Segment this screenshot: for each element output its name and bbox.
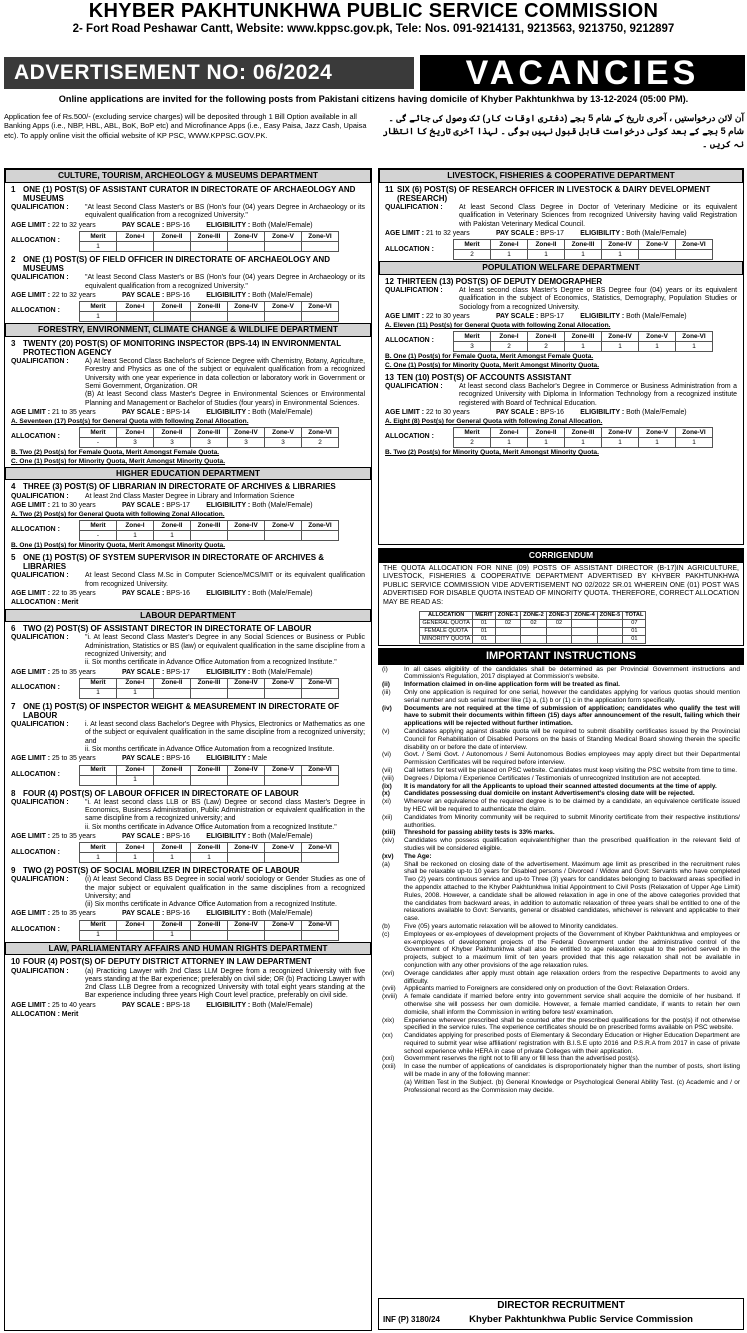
corrigendum-cell (546, 636, 572, 644)
address-line: 2- Fort Road Peshawar Cantt, Website: www.kppsc.gov.pk, Tele: Nos. 091-9214131, 9213563, 9213750, 9212897 (72, 23, 675, 35)
instruction-item (382, 783, 740, 791)
instruction-number: (ix) (382, 782, 392, 790)
post-5: 5 ONE (1) POST(S) OF SYSTEM SUPERVISOR IN DIRECTORATE OF ARCHIVES & LIBRARIES QUALIFICATION : At least Second Class M.Sc in Computer Science/MCS/MIT or its equivalent qualification from recognized University. AGE LIMIT : 22 to 35 years PAY SCALE : BPS-16 ELIGIBILITY : Both (Male/Female) ALLOCATION : Merit (11, 553, 365, 607)
corrigendum-cell: ZONE-1 (495, 612, 521, 620)
corrigendum-cell (572, 636, 598, 644)
urdu-notice (380, 112, 744, 158)
instruction-text: Employees or ex-employees of development projects of the Government of Khyber Pakhtunkhwa and employees or ex-employees of development projects of the Federal Government under the administrative control of the Government of Khyber Pakhtunkhwa shall also be entitled to age relaxation equal to the period served in the projects, subject to a maximum limit of ten years provided that this age relaxation shall not be available in conjunction with any other provisions of the age relaxation rules. (404, 930, 740, 969)
allocation-table: Merit Zone-I Zone-II Zone-III Zone-IV Zone-V Zone-VI 1 (79, 301, 339, 322)
instruction-text: Applicants married to Foreigners are considered only on production of the Govt: Relaxation Orders. (404, 985, 690, 993)
dept-header-livestock: LIVESTOCK, FISHERIES & COOPERATIVE DEPARTMENT (379, 169, 743, 183)
corrigendum-title: CORRIGENDUM (379, 549, 743, 563)
corrigendum-cell (597, 620, 623, 628)
instruction-text: Candidates who possess qualification equivalent/higher than the prescribed qualification in the relevant field of studies will be considered eligible. (404, 837, 740, 852)
quota-note: B. Two (2) Post(s) for Female Quota, Merit Amongst Female Quota. (11, 449, 220, 456)
post-title: 7 ONE (1) POST(S) OF INSPECTOR WEIGHT & MEASUREMENT IN DIRECTORATE OF LABOUR (11, 701, 340, 720)
post-9: 9 TWO (2) POST(S) OF SOCIAL MOBILIZER IN DIRECTORATE OF LABOUR QUALIFICATION : (i) At least Second Class BS Degree in social work/ sociology or Gender Studies as one of the major subject or equivalent qualification in the same disciplines from a recognized University; and (ii) Six months certificate in Advance Office Automation from a recognized Institute. AGE LIMIT : 25 to 35 years PAY SCALE : BPS-16 ELIGIBILITY : Both (Male/Female) ALLOCATION : Merit Zone-I Zone-II Zone-III Zone-IV Zone-V Zone-VI 1 1 (5, 864, 371, 942)
instruction-item (382, 1055, 740, 1063)
instruction-item (382, 837, 740, 853)
instruction-item (382, 798, 740, 814)
quota-note: A. Eight (8) Post(s) for General Quota with following Zonal Allocation. (385, 418, 603, 426)
quota-note: A. Seventeen (17) Post(s) for General Quota with following Zonal Allocation. (11, 418, 249, 426)
corrigendum-cell (521, 628, 547, 636)
corrigendum-row (420, 620, 646, 628)
corrigendum-cell: 01 (623, 628, 646, 636)
instruction-text: Candidates applying for prescribed posts of Elementary & Secondary Education or Higher Education Department are required to submit year wise affiliation/ registration with B.I.S.E upto 2016 and P.S.R.A from 2017 in case of private school experience while HERA in case of private Colleges with their application. (404, 1032, 740, 1055)
allocation-merit: Merit (61, 1011, 79, 1018)
instruction-item (382, 1063, 740, 1079)
post-2: 2 ONE (1) POST(S) OF FIELD OFFICER IN DIRECTORATE OF ARCHAEOLOGY AND MUSEUMS QUALIFICATION : "At least Second Class Master's or BS (Hon's four (04) years Degree in Archaeology or its equivalent qualification from a recognized University." AGE LIMIT : 22 to 32 years PAY SCALE : BPS-16 ELIGIBILITY : Both (Male/Female) ALLOCATION : Merit Zone-I Zone-II Zone-III Zone-IV Zone-V Zone-VI 1 (5, 253, 371, 323)
corrigendum-cell (597, 628, 623, 636)
instruction-text: Candidates from Minority community will be required to submit Minority certificate from their respective institutions/ authorities. (404, 813, 740, 829)
corrigendum-cell: 07 (623, 620, 646, 628)
instruction-item (382, 970, 740, 986)
instruction-text: In all cases eligibility of the candidates shall be determined as per Provincial Government instructions and Commission's Regulation, 2017 displayed at Commission's website. (404, 665, 740, 681)
instruction-item (382, 1079, 740, 1095)
instruction-text: Experience wherever prescribed shall be counted after the prescribed qualifications for the post(s) if not otherwise specified in the service rules. The experience certificates should be on prescribed forms available on PSC website. (404, 1016, 740, 1032)
instruction-text: Degrees / Diploma / Experience Certificates / Testimonials of unrecognized Institution are not accepted. (404, 774, 701, 782)
post-title: 13 TEN (10) POST(S) OF ACCOUNTS ASSISTANT (385, 372, 572, 382)
corrigendum-cell: 02 (546, 620, 572, 628)
instruction-number: (xiii) (382, 829, 396, 837)
left-column (4, 168, 372, 1331)
inf-number: INF (P) 3180/24 (383, 1315, 440, 1324)
post-12: 12 THIRTEEN (13) POST(S) OF DEPUTY DEMOGRAPHER QUALIFICATION : At least second class Master's Degree or BS Degree four (04) years or its equivalent qualification in the subject of Economics, Statistics, Demography, Population Studies or Sociology from a recognized University. AGE LIMIT : 22 to 30 years PAY SCALE : BPS-17 ELIGIBILITY : Both (Male/Female) A. Eleven (11) Post(s) for General Quota with following Zonal Allocation. ALLOCATION : Merit Zone-I Zone-II Zone-III Zone-IV Zone-V Zone-VI 3 2 2 1 1 1 1 B. One (1) Post(s) for Female Quota, Merit Amongst Female Quota. C. One (1) Post(s) for Minority Quota, Merit Amongst Minority Quota. (385, 276, 737, 369)
corrigendum-cell (597, 636, 623, 644)
instruction-item (382, 1032, 740, 1055)
corrigendum-cell: 01 (473, 628, 495, 636)
instructions-box (378, 648, 744, 1294)
right-column-posts (378, 168, 744, 545)
instruction-item (382, 705, 740, 728)
post-title: 12 THIRTEEN (13) POST(S) OF DEPUTY DEMOGRAPHER (385, 276, 603, 286)
instruction-number: (vi) (382, 751, 392, 759)
quota-note: A. Two (2) Post(s) for General Quota with following Zonal Allocation. (11, 511, 225, 519)
signature-block (378, 1298, 744, 1330)
quota-note: B. Two (2) Post(s) for Minority Quota, Merit Amongst Minority Quota. (385, 449, 599, 457)
quota-note: B. One (1) Post(s) for Minority Quota, Merit Amongst Minority Quota. (11, 542, 226, 550)
corrigendum-cell (572, 628, 598, 636)
instruction-number: (xviii) (382, 993, 398, 1001)
instruction-item (382, 923, 740, 931)
qualification-text: At least second class Bachelor's Degree in Commerce or Business Administration from a recognized University with Diploma in Information Technology from a recognized institute registered with Board of Technical Education. (459, 383, 737, 407)
dept-header-law: LAW, PARLIAMENTARY AFFAIRS AND HUMAN RIGHTS DEPARTMENT (5, 942, 371, 956)
corrigendum-cell: ZONE-4 (572, 612, 598, 620)
corrigendum-cell: 01 (473, 620, 495, 628)
corrigendum-cell: GENERAL QUOTA (420, 620, 473, 628)
instruction-number: (c) (382, 930, 390, 938)
instruction-number: (ii) (382, 681, 390, 689)
qualification-text: At least Second Class Degree in Doctor of Veterinary Medicine or its equivalent qualification in Veterinary Sciences from recognized University having valid Registration with Pakistan Veterinary Medical Council. (459, 204, 737, 228)
instruction-text: Information claimed in on-line application form will be treated as final. (404, 681, 620, 689)
corrigendum-cell: TOTAL (623, 612, 646, 620)
quota-note: C. One (1) Post(s) for Minority Quota, Merit Amongst Minority Quota. (11, 457, 226, 465)
instruction-number: (i) (382, 665, 388, 673)
instruction-item (382, 728, 740, 751)
corrigendum-cell (495, 628, 521, 636)
instruction-number: (iii) (382, 689, 391, 697)
qualification-text: (a) Practicing Lawyer with 2nd Class LLM Degree from a recognized University with five years standing at the Bar experience; preferably on civil side; OR (b) Practicing Lawyer with 2nd Class LLB Degree from a recognized University with total eight years standing at the Bar experience including three years High Court level practice, preferably on civil side. (85, 967, 365, 1000)
instruction-text: Shall be reckoned on closing date of the advertisement. Maximum age limit as prescribed in the recruitment rules shall be relaxable up-to 10 years for Disabled persons / Divorced / Widow and Govt: Servants who have completed Two (2) years continuous service and up-to Three (3) years for candidates belonging to backward areas specified in the appendix attached to the Khyber Pakhtunkhwa Initial Appointment to Civil Posts (Relaxation of Upper Age Limit) Rules, 2008. However, a candidate shall be allowed relaxation in age in one of the above categories provided that the candidates from backward areas, in addition to automatic relaxation of three years shall be entitled to one of the relaxations available to Govt: Servants, general or disabled candidates, whichever is relevant and applicable to their case. (404, 860, 740, 923)
instruction-text: In case the number of applications of candidates is disproportionately higher than the number of posts, short listing will be made in any of the following manner: (404, 1063, 740, 1079)
instruction-number: (xxi) (382, 1055, 395, 1063)
post-10: 10 FOUR (4) POST(S) OF DEPUTY DISTRICT ATTORNEY IN LAW DEPARTMENT QUALIFICATION : (a) Practicing Lawyer with 2nd Class LLM Degree from a recognized University with five years standing at the Bar experience; preferably on civil side; OR (b) Practicing Lawyer with 2nd Class LLB Degree from a recognized University with total eight years standing at the Bar experience including three years High Court level practice, preferably on civil side. AGE LIMIT : 25 to 40 years PAY SCALE : BPS-18 ELIGIBILITY : Both (Male/Female) ALLOCATION : Merit (11, 957, 365, 1018)
instruction-item (382, 829, 740, 837)
post-title: 5 ONE (1) POST(S) OF SYSTEM SUPERVISOR IN DIRECTORATE OF ARCHIVES & LIBRARIES (11, 553, 325, 572)
post-6: 6 TWO (2) POST(S) OF ASSISTANT DIRECTOR IN DIRECTORATE OF LABOUR QUALIFICATION : "i. At least Second Class Master's Degree in any Social Sciences or Business or Public Administration, Statistics or BS (law) or equivalent qualification in the same discipline from a recognized University; and ii. Six months certificate in Advance Office Automation from a recognized Institute." AGE LIMIT : 25 to 35 years PAY SCALE : BPS-17 ELIGIBILITY : Both (Male/Female) ALLOCATION : Merit Zone-I Zone-II Zone-III Zone-IV Zone-V Zone-VI 1 1 (5, 622, 371, 700)
instruction-number: (x) (382, 790, 390, 798)
instruction-text: (a) Written Test in the Subject. (b) General Knowledge or Psychological General Ability Test. (c) Academic and / or Professional record as the Commission may decide. (404, 1078, 740, 1094)
instruction-item (382, 1017, 740, 1033)
corrigendum-box (378, 548, 744, 646)
instruction-number: (xxii) (382, 1063, 396, 1071)
post-3: 3 TWENTY (20) POST(S) OF MONITORING INSPECTOR (BPS-14) IN ENVIRONMENTAL PROTECTION AGENCY QUALIFICATION : A) At least Second Class Bachelor's of Science Degree with Chemistry, Botany, Agriculture, Forestry and Physics as one of the subject or equivalent qualification from a recognized University with one year experience in data collection or laboratory work in Government or Semi Government, Organization. OR (B) At least Second class Master's Degree in Environmental Sciences or Environmental Planning and Management or Bachelor of Studies (four years) in Environmental Sciences. AGE LIMIT : 21 to 35 years PAY SCALE : BPS-14 ELIGIBILITY : Both (Male/Female) A. Seventeen (17) Post(s) for General Quota with following Zonal Allocation. ALLOCATION : Merit Zone-I Zone-II Zone-III Zone-IV Zone-V Zone-VI - 3 3 3 3 3 2 B. Two (2) Post(s) for Female Quota, Merit Amongst Female Quota. C. One (1) Post(s) for Minority Quota, Merit Amongst Minority Quota. (11, 338, 365, 465)
urdu-line-2: شام 5 بجے کے بعد کوئی درخواست قابل قبول نہیں ہوگی ۔ لہذا آخری تاریخ کا انتظار نہ کریں ۔ (382, 126, 744, 150)
instruction-number: (iv) (382, 704, 392, 712)
fee-notice: Application fee of Rs.500/- (excluding service charges) will be deposited through 1 Bill Option available in all Banking Apps (i.e., NBP, HBL, ABL, BoK, BoP etc) and Microfinance Apps (i.e., Easy Paisa, Jazz Cash, Upaisa etc). To apply online visit the official website of KP PSC, WWW.KPPSC.GOV.PK. (4, 112, 367, 140)
corrigendum-cell: ZONE-3 (546, 612, 572, 620)
vacancies-title: VACANCIES (420, 55, 745, 91)
instruction-number: (xix) (382, 1016, 395, 1024)
dept-header-population: POPULATION WELFARE DEPARTMENT (379, 261, 743, 275)
corrigendum-cell (495, 636, 521, 644)
corrigendum-text: THE QUOTA ALLOCATION FOR NINE (09) POSTS OF ASSISTANT DIRECTOR (B-17)IN AGRICULTURE, LIVESTOCK, FISHERIES & COOPERATIVE DEPARTMENT ADVERTISED BY KHYBER PAKHTUNKHWA PUBLIC SERVICE COMMISSION VIDE ADVERTISEMENT NO 02/2022 SR.01 WHEREIN ONE (01) POST WAS ADVERTISED FOR DISABLE QUOTA INSTEAD OF MINORITY QUOTA. THEREFORE, CORRECT ALLOCATION MAY BE READ AS: (383, 564, 739, 606)
banner (0, 55, 747, 93)
instruction-number: (xvi) (382, 969, 395, 977)
instruction-number: (b) (382, 922, 390, 930)
quota-note: B. One (1) Post(s) for Female Quota, Merit Amongst Female Quota. (385, 353, 594, 361)
instruction-item (382, 666, 740, 682)
instruction-text: Government reserves the right not to fill any or fill less than the advertised post(s). (404, 1055, 640, 1063)
instruction-number: (xv) (382, 852, 394, 860)
instruction-number: (xx) (382, 1032, 393, 1040)
post-11: 11 SIX (6) POST(S) OF RESEARCH OFFICER IN LIVESTOCK & DAIRY DEVELOPMENT (RESEARCH) QUALIFICATION : At least Second Class Degree in Doctor of Veterinary Medicine or its equivalent qualification in Veterinary Sciences from recognized University having valid Registration with Pakistan Veterinary Medical Council. AGE LIMIT : 21 to 32 years PAY SCALE : BPS-17 ELIGIBILITY : Both (Male/Female) ALLOCATION : Merit Zone-I Zone-II Zone-III Zone-IV Zone-V Zone-VI 2 1 1 1 1 (379, 183, 743, 262)
qualification-text: At least Second Class M.Sc in Computer Science/MCS/MIT or its equivalent qualification from recognized University. (85, 572, 365, 588)
corrigendum-cell: 01 (473, 636, 495, 644)
instruction-text: Wherever an equivalence of the required degree is to be claimed by a candidate, an equivalence certificate issued by HEC will be required to authenticate the claim. (404, 798, 740, 813)
allocation-table: Merit Zone-I Zone-II Zone-III Zone-IV Zone-V Zone-VI 1 (79, 231, 339, 252)
instruction-text: Documents are not required at the time of submission of application; candidates who qualify the test will have to submit their documents within fifteen (15) days after announcement of the result, failing which their applications will be rejected without further intimation. (404, 704, 740, 728)
corrigendum-cell: ALLOCATION (420, 612, 473, 620)
qualification-text: i. At least second class Bachelor's Degree with Physics, Electronics or Mathematics as one of the subject or equivalent qualification in the same discipline from a recognized university; and ii. Six months certificate in Advance Office Automation from a recognized Institute. (85, 721, 365, 753)
instruction-text: Threshold for passing ability tests is 33% marks. (404, 829, 555, 837)
allocation-table: Merit Zone-I Zone-II Zone-III Zone-IV Zone-V Zone-VI - 3 3 3 3 3 2 (79, 427, 339, 448)
instruction-item (382, 767, 740, 775)
instruction-number: (v) (382, 728, 390, 736)
instruction-text: A female candidate if married before entry into government service shall acquire the domicile of her husband. If otherwise she will possess her own domicile. However, a female married candidate, if wants to retain her own domicile, shall inform the Commission in writing before test/ examination. (404, 993, 740, 1016)
allocation-table: Merit Zone-I Zone-II Zone-III Zone-IV Zone-V Zone-VI 2 1 1 1 1 1 1 (453, 427, 713, 448)
corrigendum-cell (572, 620, 598, 628)
corrigendum-cell: ZONE-2 (521, 612, 547, 620)
corrigendum-cell: 02 (495, 620, 521, 628)
instruction-item (382, 931, 740, 970)
allocation-table: Merit Zone-I Zone-II Zone-III Zone-IV Zone-V Zone-VI - 1 1 (79, 520, 339, 541)
instruction-item (382, 814, 740, 830)
advertisement-number: ADVERTISEMENT NO: 06/2024 (4, 57, 414, 89)
qualification-text: "i. At least second class LLB or BS (Law) Degree or second class Master's Degree in Economics, Business Administration, Public Administration or equivalent qualification in the same discipline from a recognized university; and ii. Six months certificate in Advance Office Automation from a recognized Institute." (85, 798, 365, 831)
instruction-item (382, 993, 740, 1016)
instruction-item (382, 775, 740, 783)
instruction-text: Govt. / Semi Govt. / Autonomous / Semi Autonomous Bodies employees may apply direct but their Departmental Permission Certificates will be required before interview. (404, 751, 740, 767)
qualification-text: "i. At least Second Class Master's Degree in any Social Sciences or Business or Public Administration, Statistics or BS (law) or equivalent qualification in the same discipline from a recognized University; and ii. Six months certificate in Advance Office Automation from a recognized Institute." (85, 634, 365, 667)
qualification-text: "At least Second Class Master's or BS (Hon's four (04) years Degree in Archaeology or its equivalent qualification from a recognized University." (85, 204, 365, 220)
corrigendum-cell (521, 636, 547, 644)
post-title: 6 TWO (2) POST(S) OF ASSISTANT DIRECTOR IN DIRECTORATE OF LABOUR (11, 624, 312, 634)
post-title: 8 FOUR (4) POST(S) OF LABOUR OFFICER IN DIRECTORATE OF LABOUR (11, 788, 299, 798)
qualification-text: At least 2nd Class Master Degree in Library and Information Science (85, 492, 295, 500)
director-title: DIRECTOR RECRUITMENT (497, 1300, 625, 1311)
instruction-number: (viii) (382, 774, 394, 782)
instruction-text: Candidates applying against disable quota will be required to submit disability certificates issued by the Provincial Council for Rehabilitation of Disabled Persons on the basis of Standing Medical Board showing therein the specific disability on or before the date of interview. (404, 728, 740, 751)
instruction-number: (a) (382, 860, 390, 868)
instruction-item (382, 853, 740, 861)
qualification-text: At least second class Master's Degree or BS Degree four (04) years or its equivalent qualification in the subject of Economics, Statistics, Demography, Population Studies or Sociology from a recognized University. (459, 287, 737, 311)
post-1: 1 ONE (1) POST(S) OF ASSISTANT CURATOR IN DIRECTORATE OF ARCHAEOLOGY AND MUSEUMS QUALIFICATION : "At least Second Class Master's or BS (Hon's four (04) years Degree in Archaeology or its equivalent qualification from a recognized University." AGE LIMIT : 22 to 32 years PAY SCALE : BPS-16 ELIGIBILITY : Both (Male/Female) ALLOCATION : Merit Zone-I Zone-II Zone-III Zone-IV Zone-V Zone-VI 1 (5, 183, 371, 253)
corrigendum-cell: 02 (521, 620, 547, 628)
dept-header-higher-education: HIGHER EDUCATION DEPARTMENT (5, 467, 371, 481)
urdu-line-1: آن لائن درخواستیں ، آخری تاریخ کے شام 5 بجے (دفتری اوقات کار) تک وصول کی جائے گی ۔ (388, 113, 744, 123)
corrigendum-cell: FEMALE QUOTA (420, 628, 473, 636)
instructions-title: IMPORTANT INSTRUCTIONS (378, 648, 744, 665)
instruction-number (382, 1079, 404, 1095)
post-title: 4 THREE (3) POST(S) OF LIBRARIAN IN DIRECTORATE OF ARCHIVES & LIBRARIES (11, 482, 336, 492)
allocation-table: Merit Zone-I Zone-II Zone-III Zone-IV Zone-V Zone-VI 2 1 1 1 1 (453, 239, 713, 260)
allocation-table: Merit Zone-I Zone-II Zone-III Zone-IV Zone-V Zone-VI 1 1 1 1 (79, 842, 339, 863)
page-title: KHYBER PAKHTUNKHWA PUBLIC SERVICE COMMISSION (88, 0, 659, 22)
instructions-list (378, 665, 744, 1096)
allocation-table: Merit Zone-I Zone-II Zone-III Zone-IV Zone-V Zone-VI 3 2 2 1 1 1 1 (453, 331, 713, 352)
instruction-number: (xiv) (382, 837, 395, 845)
corrigendum-cell (546, 628, 572, 636)
instruction-item (382, 985, 740, 993)
dept-header-culture: CULTURE, TOURISM, ARCHEOLOGY & MUSEUMS DEPARTMENT (5, 169, 371, 183)
dept-header-labour: LABOUR DEPARTMENT (5, 609, 371, 623)
instruction-text: Call letters for test will be placed on PSC website. Candidates must keep visiting the PSC website from time to time. (404, 767, 738, 774)
post-title: 10 FOUR (4) POST(S) OF DEPUTY DISTRICT ATTORNEY IN LAW DEPARTMENT (11, 957, 312, 967)
instruction-text: Overage candidates after apply must obtain age relaxation orders from the respective Departments to avoid any difficulty. (404, 969, 740, 985)
instruction-number: (xi) (382, 798, 392, 806)
instruction-item (382, 681, 740, 689)
instruction-item (382, 861, 740, 923)
qualification-text: "At least Second Class Master's or BS (Hon's four (04) years Degree in Archaeology or its equivalent qualification from a recognized University." (85, 274, 365, 290)
allocation-table: Merit Zone-I Zone-II Zone-III Zone-IV Zone-V Zone-VI 1 (79, 765, 339, 786)
commission-name: Khyber Pakhtunkhwa Public Service Commission (469, 1314, 693, 1325)
corrigendum-row (420, 636, 646, 644)
corrigendum-cell: MINORITY QUOTA (420, 636, 473, 644)
allocation-table: Merit Zone-I Zone-II Zone-III Zone-IV Zone-V Zone-VI 1 1 (79, 920, 339, 941)
post-title: 3 TWENTY (20) POST(S) OF MONITORING INSPECTOR (BPS-14) IN ENVIRONMENTAL PROTECTION AGENCY (11, 338, 341, 357)
post-title: 9 TWO (2) POST(S) OF SOCIAL MOBILIZER IN DIRECTORATE OF LABOUR (11, 866, 300, 876)
instruction-text: The Age: (404, 852, 432, 860)
instruction-item (382, 689, 740, 705)
post-7: 7 ONE (1) POST(S) OF INSPECTOR WEIGHT & MEASUREMENT IN DIRECTORATE OF LABOUR QUALIFICATION : i. At least second class Bachelor's Degree with Physics, Electronics or Mathematics as one of the subject or equivalent qualification in the same discipline from a recognized university; and ii. Six months certificate in Advance Office Automation from a recognized Institute. AGE LIMIT : 25 to 35 years PAY SCALE : BPS-16 ELIGIBILITY : Male ALLOCATION : Merit Zone-I Zone-II Zone-III Zone-IV Zone-V Zone-VI 1 (5, 700, 371, 787)
corrigendum-row (420, 612, 646, 620)
instruction-text: It is mandatory for all the Applicants to upload their scanned attested documents at the time of apply. (404, 782, 717, 790)
quota-note: A. Eleven (11) Post(s) for General Quota with following Zonal Allocation. (385, 322, 611, 330)
instruction-text: Only one application is required for one serial, however the candidates applying for various quotas should mention serial number and sub serial number like (1) a, (1) b or (1) c in the application form specifically. (404, 689, 740, 704)
intro-text: Online applications are invited for the following posts from Pakistani citizens having domicile of Khyber Pakhtunkhwa by 13-12-2024 (05:00 PM). (58, 94, 689, 104)
dept-header-forestry: FORESTRY, ENVIRONMENT, CLIMATE CHANGE & WILDLIFE DEPARTMENT (5, 323, 371, 337)
instruction-item (382, 751, 740, 767)
instruction-text: Candidates possessing dual domicile on instant Advertisement's closing date will be rejected. (404, 790, 695, 798)
qualification-text: A) At least Second Class Bachelor's of Science Degree with Chemistry, Botany, Agriculture, Forestry and Physics as one of the subject or equivalent qualification from a recognized University with one year experience in data collection or laboratory work in Government or Semi Government, Organization. OR (B) At least Second class Master's Degree in Environmental Sciences or Environmental Planning and Management or Bachelor of Studies (four years) in Environmental Sciences. (85, 358, 365, 407)
instruction-number: (xvii) (382, 985, 396, 993)
corrigendum-table (419, 611, 646, 644)
post-13: 13 TEN (10) POST(S) OF ACCOUNTS ASSISTANT QUALIFICATION : At least second class Bachelor's Degree in Commerce or Business Administration from a recognized University with Diploma in Information Technology from a recognized institute registered with Board of Technical Education. AGE LIMIT : 22 to 30 years PAY SCALE : BPS-16 ELIGIBILITY : Both (Male/Female) A. Eight (8) Post(s) for General Quota with following Zonal Allocation. ALLOCATION : Merit Zone-I Zone-II Zone-III Zone-IV Zone-V Zone-VI 2 1 1 1 1 1 1 B. Two (2) Post(s) for Minority Quota, Merit Amongst Minority Quota. (385, 372, 737, 457)
instruction-text: Five (05) years automatic relaxation will be allowed to Minority candidates. (404, 922, 618, 930)
instruction-number: (vii) (382, 767, 393, 774)
instruction-item (382, 790, 740, 798)
allocation-table: Merit Zone-I Zone-II Zone-III Zone-IV Zone-V Zone-VI 1 1 (79, 678, 339, 699)
instruction-number: (xii) (382, 813, 393, 821)
corrigendum-cell: ZONE-5 (597, 612, 623, 620)
post-title: 11 SIX (6) POST(S) OF RESEARCH OFFICER IN LIVESTOCK & DAIRY DEVELOPMENT (RESEARCH) (385, 184, 711, 203)
qualification-text: (i) At least Second Class BS Degree in social work/ sociology or Gender Studies as one of the major subject or equivalent qualification in the same disciplines from a recognized University; and (ii) Six months certificate in Advance Office Automation from a recognized Institute. (85, 876, 365, 909)
allocation-merit: Merit (61, 599, 79, 607)
post-8: 8 FOUR (4) POST(S) OF LABOUR OFFICER IN DIRECTORATE OF LABOUR QUALIFICATION : "i. At least second class LLB or BS (Law) Degree or second class Master's Degree in Economics, Business Administration, Public Administration or equivalent qualification in the same discipline from a recognized university; and ii. Six months certificate in Advance Office Automation from a recognized Institute." AGE LIMIT : 25 to 35 years PAY SCALE : BPS-16 ELIGIBILITY : Both (Male/Female) ALLOCATION : Merit Zone-I Zone-II Zone-III Zone-IV Zone-V Zone-VI 1 1 1 1 (5, 787, 371, 865)
post-title: 2 ONE (1) POST(S) OF FIELD OFFICER IN DIRECTORATE OF ARCHAEOLOGY AND MUSEUMS (11, 254, 330, 274)
post-title: 1 ONE (1) POST(S) OF ASSISTANT CURATOR IN DIRECTORATE OF ARCHAEOLOGY AND MUSEUMS (11, 184, 356, 203)
quota-note: C. One (1) Post(s) for Minority Quota, Merit Amongst Minority Quota. (385, 361, 600, 369)
post-4: 4 THREE (3) POST(S) OF LIBRARIAN IN DIRECTORATE OF ARCHIVES & LIBRARIES QUALIFICATION : At least 2nd Class Master Degree in Library and Information Science AGE LIMIT : 21 to 30 years PAY SCALE : BPS-17 ELIGIBILITY : Both (Male/Female) A. Two (2) Post(s) for General Quota with following Zonal Allocation. ALLOCATION : Merit Zone-I Zone-II Zone-III Zone-IV Zone-V Zone-VI - 1 1 B. One (1) Post(s) for Minority Quota, Merit Amongst Minority Quota. (5, 480, 371, 551)
corrigendum-row (420, 628, 646, 636)
corrigendum-cell: MERIT (473, 612, 495, 620)
corrigendum-cell: 01 (623, 636, 646, 644)
